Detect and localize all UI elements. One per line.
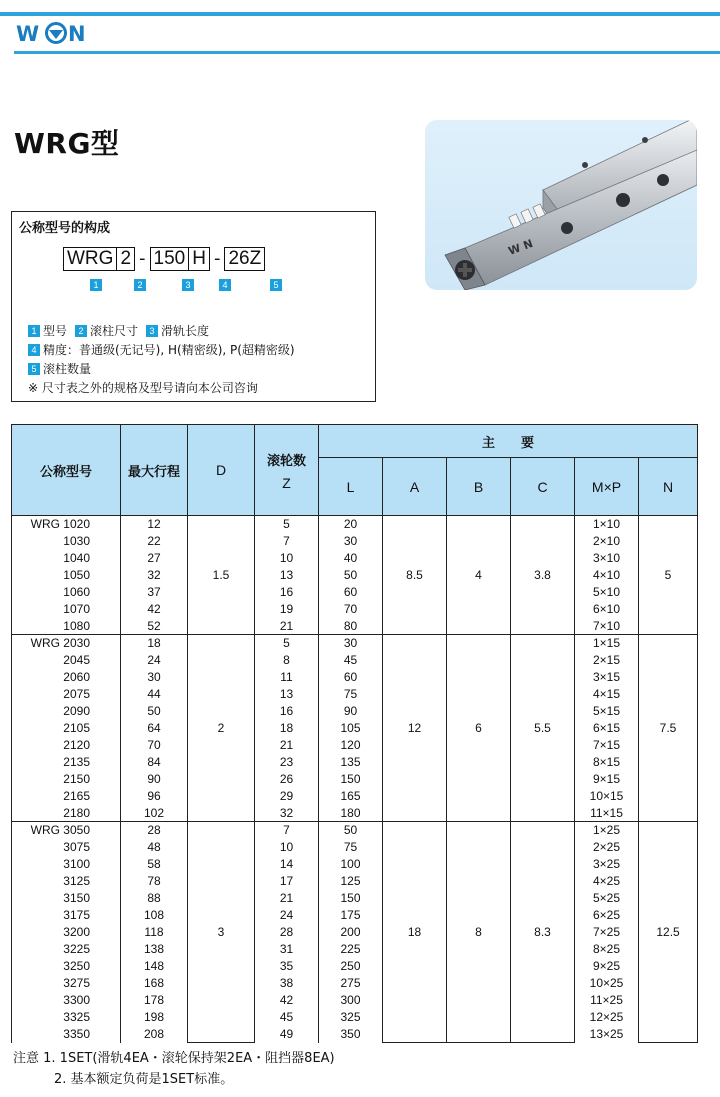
cell-model: 2075 [12,686,121,703]
cell-l: 250 [319,958,383,975]
code-number-4: 4 [219,279,231,291]
cell-rollers: 16 [255,584,319,601]
cell-stroke: 28 [121,822,188,839]
header-d: D [188,425,255,516]
cell-l: 225 [319,941,383,958]
legend-text: 滚柱尺寸 [90,324,139,338]
legend-number: 3 [146,325,158,337]
cell-d: 1.5 [188,516,255,635]
code-part-roller-size: 2 [117,247,135,271]
table-row [12,958,698,975]
cell-mxp: 11×25 [575,992,639,1009]
table-row [12,1009,698,1026]
cell-stroke: 102 [121,805,188,822]
table-row [12,584,698,601]
cell-rollers: 7 [255,822,319,839]
cell-c: 3.8 [511,516,575,635]
product-photo [425,120,697,290]
legend-number: 1 [28,325,40,337]
cell-model: 2105 [12,720,121,737]
cell-rollers: 35 [255,958,319,975]
cell-stroke: 90 [121,771,188,788]
table-row [12,992,698,1009]
cell-rollers: 14 [255,856,319,873]
table-row [12,822,698,839]
cell-rollers: 21 [255,737,319,754]
cell-model: 3200 [12,924,121,941]
header-mxp: M×P [575,458,639,516]
legend-number: 5 [28,363,40,375]
cell-rollers: 17 [255,873,319,890]
cell-model: 1080 [12,618,121,635]
code-separator: - [213,248,221,269]
header-rollers-line1: 滚轮数 [266,452,306,468]
model-configuration-box [11,211,376,402]
cell-l: 150 [319,890,383,907]
cell-rollers: 7 [255,533,319,550]
cell-l: 150 [319,771,383,788]
cell-stroke: 22 [121,533,188,550]
cell-model: 3250 [12,958,121,975]
cell-stroke: 198 [121,1009,188,1026]
cell-model: 3175 [12,907,121,924]
code-number-5: 5 [270,279,282,291]
cell-stroke: 148 [121,958,188,975]
cell-mxp: 2×10 [575,533,639,550]
cell-mxp: 6×15 [575,720,639,737]
cell-l: 200 [319,924,383,941]
cell-rollers: 18 [255,720,319,737]
cell-mxp: 6×10 [575,601,639,618]
cell-stroke: 58 [121,856,188,873]
header-c: C [511,458,575,516]
cell-stroke: 118 [121,924,188,941]
cell-l: 180 [319,805,383,822]
cell-l: 135 [319,754,383,771]
cell-b: 4 [447,516,511,635]
cell-l: 105 [319,720,383,737]
code-separator: - [139,248,146,269]
legend-text: 滚柱数量 [43,362,92,376]
table-row [12,703,698,720]
cell-rollers: 42 [255,992,319,1009]
cell-mxp: 2×25 [575,839,639,856]
page-title: WRG型 [14,127,120,160]
table-row [12,567,698,584]
legend-text: 精度：普通级(无记号), H(精密级), P(超精密级) [43,343,295,357]
cell-stroke: 52 [121,618,188,635]
code-part-precision: H [189,247,210,271]
cell-model: 2045 [12,652,121,669]
logo-letter-n: N [68,22,86,44]
cell-mxp: 3×15 [575,669,639,686]
table-row [12,635,698,652]
cell-model: WRG 3050 [12,822,121,839]
rail-logo-text: W N [506,236,535,258]
cell-rollers: 8 [255,652,319,669]
cell-stroke: 78 [121,873,188,890]
cell-l: 50 [319,822,383,839]
cell-l: 125 [319,873,383,890]
cell-stroke: 84 [121,754,188,771]
cell-rollers: 13 [255,686,319,703]
cell-model: 2060 [12,669,121,686]
cell-stroke: 208 [121,1026,188,1043]
table-row [12,533,698,550]
cell-rollers: 11 [255,669,319,686]
cell-stroke: 32 [121,567,188,584]
cell-stroke: 24 [121,652,188,669]
cell-l: 60 [319,669,383,686]
cell-rollers: 32 [255,805,319,822]
header-model: 公称型号 [12,425,121,516]
table-row [12,601,698,618]
cell-rollers: 13 [255,567,319,584]
cell-rollers: 16 [255,703,319,720]
cell-l: 275 [319,975,383,992]
cell-mxp: 1×15 [575,635,639,652]
header-rollers [255,425,319,516]
spec-table-body [12,516,698,1043]
cell-stroke: 48 [121,839,188,856]
cell-model: 3275 [12,975,121,992]
cell-model: 2165 [12,788,121,805]
cell-model: WRG 2030 [12,635,121,652]
cell-l: 90 [319,703,383,720]
cell-mxp: 5×25 [575,890,639,907]
cell-stroke: 70 [121,737,188,754]
cell-model: 2180 [12,805,121,822]
cell-model: 3225 [12,941,121,958]
table-row [12,737,698,754]
header-rollers-line2: Z [282,474,291,491]
legend-number: 2 [75,325,87,337]
cell-model: 3300 [12,992,121,1009]
cell-stroke: 88 [121,890,188,907]
cell-mxp: 5×15 [575,703,639,720]
header-stroke: 最大行程 [121,425,188,516]
cell-l: 75 [319,686,383,703]
cell-mxp: 10×15 [575,788,639,805]
cell-rollers: 21 [255,618,319,635]
legend-line-3 [28,361,91,377]
cell-model: 1060 [12,584,121,601]
cell-model: 3100 [12,856,121,873]
code-number-1: 1 [90,279,102,291]
cell-rollers: 28 [255,924,319,941]
cell-l: 20 [319,516,383,533]
cell-c: 8.3 [511,822,575,1043]
cell-d: 3 [188,822,255,1043]
code-part-type: WRG [63,247,117,271]
cell-l: 300 [319,992,383,1009]
cell-l: 50 [319,567,383,584]
header-main-dimensions: 主 要 [319,425,698,458]
table-row [12,941,698,958]
table-row [12,924,698,941]
cell-mxp: 4×15 [575,686,639,703]
cell-model: WRG 1020 [12,516,121,533]
cell-rollers: 21 [255,890,319,907]
table-row [12,873,698,890]
cell-mxp: 8×15 [575,754,639,771]
legend-number: 4 [28,344,40,356]
table-row [12,652,698,669]
cell-mxp: 3×25 [575,856,639,873]
cell-model: 3350 [12,1026,121,1043]
table-row [12,1026,698,1043]
table-row [12,618,698,635]
cell-mxp: 8×25 [575,941,639,958]
header-top-bar [0,12,720,16]
cell-rollers: 45 [255,1009,319,1026]
cell-rollers: 24 [255,907,319,924]
table-row [12,669,698,686]
cell-rollers: 38 [255,975,319,992]
table-row [12,771,698,788]
cell-rollers: 49 [255,1026,319,1043]
cell-mxp: 1×25 [575,822,639,839]
cell-mxp: 7×25 [575,924,639,941]
cell-stroke: 50 [121,703,188,720]
cell-stroke: 108 [121,907,188,924]
cell-l: 45 [319,652,383,669]
code-number-3: 3 [182,279,194,291]
legend-text: 滑轨长度 [161,324,210,338]
logo-triangle [49,30,63,39]
cell-mxp: 5×10 [575,584,639,601]
cell-rollers: 10 [255,550,319,567]
cell-model: 3075 [12,839,121,856]
cell-model: 3150 [12,890,121,907]
cell-model: 2090 [12,703,121,720]
cell-mxp: 9×15 [575,771,639,788]
cell-rollers: 19 [255,601,319,618]
cell-model: 3125 [12,873,121,890]
cell-stroke: 138 [121,941,188,958]
cell-model: 1070 [12,601,121,618]
legend-line-1 [28,323,209,339]
logo-letter-w: W [16,22,40,44]
cell-rollers: 10 [255,839,319,856]
cell-model: 2150 [12,771,121,788]
cell-model: 2135 [12,754,121,771]
cell-stroke: 12 [121,516,188,533]
cell-mxp: 6×25 [575,907,639,924]
header-a: A [383,458,447,516]
cell-mxp: 7×10 [575,618,639,635]
spec-table [11,424,698,1043]
cell-stroke: 42 [121,601,188,618]
cell-stroke: 168 [121,975,188,992]
cell-rollers: 31 [255,941,319,958]
cell-n: 7.5 [639,635,698,822]
cell-a: 12 [383,635,447,822]
cell-mxp: 10×25 [575,975,639,992]
cell-l: 350 [319,1026,383,1043]
cell-l: 30 [319,533,383,550]
cell-rollers: 5 [255,516,319,533]
notes [13,1048,335,1090]
cell-n: 12.5 [639,822,698,1043]
table-row [12,550,698,567]
table-row [12,975,698,992]
header-b: B [447,458,511,516]
cell-l: 60 [319,584,383,601]
cell-l: 40 [319,550,383,567]
model-code [63,246,265,272]
cell-model: 3325 [12,1009,121,1026]
cell-mxp: 3×10 [575,550,639,567]
cell-stroke: 64 [121,720,188,737]
cell-mxp: 9×25 [575,958,639,975]
cell-b: 6 [447,635,511,822]
code-number-2: 2 [134,279,146,291]
note-line-1: 注意 1. 1SET(滑轨4EA・滚轮保持架2EA・阻挡器8EA) [13,1051,335,1066]
cell-mxp: 11×15 [575,805,639,822]
table-row [12,720,698,737]
header-bottom-bar [14,51,720,54]
table-row [12,856,698,873]
cell-n: 5 [639,516,698,635]
cell-mxp: 13×25 [575,1026,639,1043]
cell-mxp: 1×10 [575,516,639,533]
cell-a: 18 [383,822,447,1043]
cell-rollers: 23 [255,754,319,771]
cell-mxp: 7×15 [575,737,639,754]
cell-rollers: 26 [255,771,319,788]
header-n: N [639,458,698,516]
legend-text: 型号 [43,324,68,338]
cell-l: 165 [319,788,383,805]
cell-mxp: 4×10 [575,567,639,584]
cell-rollers: 29 [255,788,319,805]
cell-mxp: 12×25 [575,1009,639,1026]
table-row [12,516,698,533]
cell-l: 75 [319,839,383,856]
cell-b: 8 [447,822,511,1043]
config-note: ※ 尺寸表之外的规格及型号请向本公司咨询 [28,381,258,395]
cell-model: 1050 [12,567,121,584]
cell-l: 70 [319,601,383,618]
table-row [12,754,698,771]
table-row [12,839,698,856]
cell-l: 100 [319,856,383,873]
won-logo-icon [16,22,102,44]
cell-model: 1030 [12,533,121,550]
table-row [12,805,698,822]
cell-l: 80 [319,618,383,635]
config-title: 公称型号的构成 [19,221,111,236]
table-row [12,686,698,703]
cell-stroke: 96 [121,788,188,805]
cell-stroke: 30 [121,669,188,686]
code-part-length: 150 [150,247,190,271]
code-part-roller-count: 26Z [224,247,265,271]
cell-model: 1040 [12,550,121,567]
cell-a: 8.5 [383,516,447,635]
brand-logo [16,22,102,44]
cell-stroke: 18 [121,635,188,652]
cell-d: 2 [188,635,255,822]
cell-model: 2120 [12,737,121,754]
table-row [12,907,698,924]
cell-c: 5.5 [511,635,575,822]
cell-stroke: 37 [121,584,188,601]
note-line-2: 2. 基本额定负荷是1SET标准。 [54,1072,234,1087]
cell-mxp: 4×25 [575,873,639,890]
cell-stroke: 27 [121,550,188,567]
header-l: L [319,458,383,516]
table-row [12,788,698,805]
cell-rollers: 5 [255,635,319,652]
legend-line-2 [28,342,295,358]
table-row [12,890,698,907]
cell-l: 30 [319,635,383,652]
cell-stroke: 178 [121,992,188,1009]
cell-l: 325 [319,1009,383,1026]
cell-mxp: 2×15 [575,652,639,669]
cell-l: 175 [319,907,383,924]
cross-roller-guide-image [425,120,697,290]
cell-l: 120 [319,737,383,754]
cell-stroke: 44 [121,686,188,703]
